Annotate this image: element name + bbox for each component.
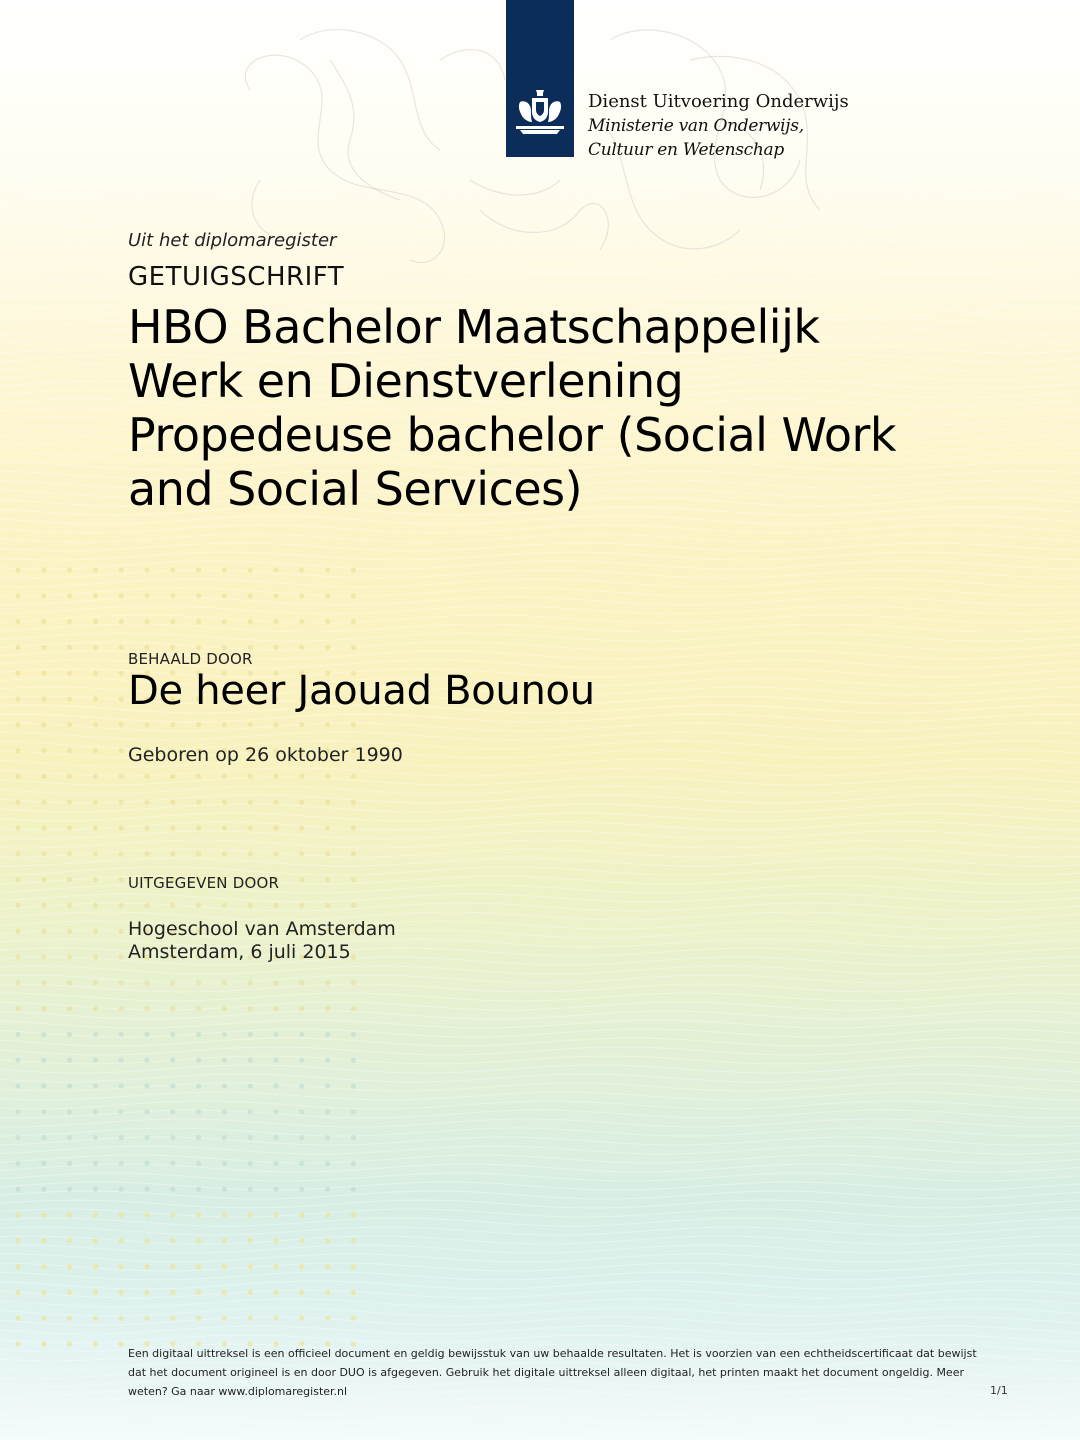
holder-label: BEHAALD DOOR [128,650,253,668]
ministry-name: Ministerie van Onderwijs, Cultuur en Wetenschap [588,116,804,160]
issuer-block [128,918,396,964]
issuer-label: UITGEGEVEN DOOR [128,874,280,892]
page-number: 1/1 [990,1384,1008,1397]
program-title: HBO Bachelor Maatschappelijk Werk en Dienstverlening Propedeuse bachelor (Social Work and Social Services) [128,300,897,516]
issuer-institution: Hogeschool van Amsterdam [128,918,396,940]
holder-birthdate: Geboren op 26 oktober 1990 [128,744,403,766]
issuing-organization [588,90,868,162]
issuer-place-date: Amsterdam, 6 juli 2015 [128,941,351,963]
document-type: GETUIGSCHRIFT [128,262,345,292]
document-subtitle: Uit het diplomaregister [128,230,337,251]
footer-disclaimer: Een digitaal uittreksel is een officieel document en geldig bewijsstuk van uw behaalde resultaten. Het is voorzien van een echtheidscertificaat dat bewijst dat het document origineel is en door DUO is afgegeven. Gebruik het digitale uittreksel alleen digitaal, het printen maakt het document ongeldig. Meer weten? Ga naar www.diplomaregister.nl [128,1347,977,1398]
holder-name: De heer Jaouad Bounou [128,668,595,714]
rijksoverheid-logo [506,0,574,157]
coat-of-arms-icon [512,88,568,138]
organization-name: Dienst Uitvoering Onderwijs [588,91,849,112]
